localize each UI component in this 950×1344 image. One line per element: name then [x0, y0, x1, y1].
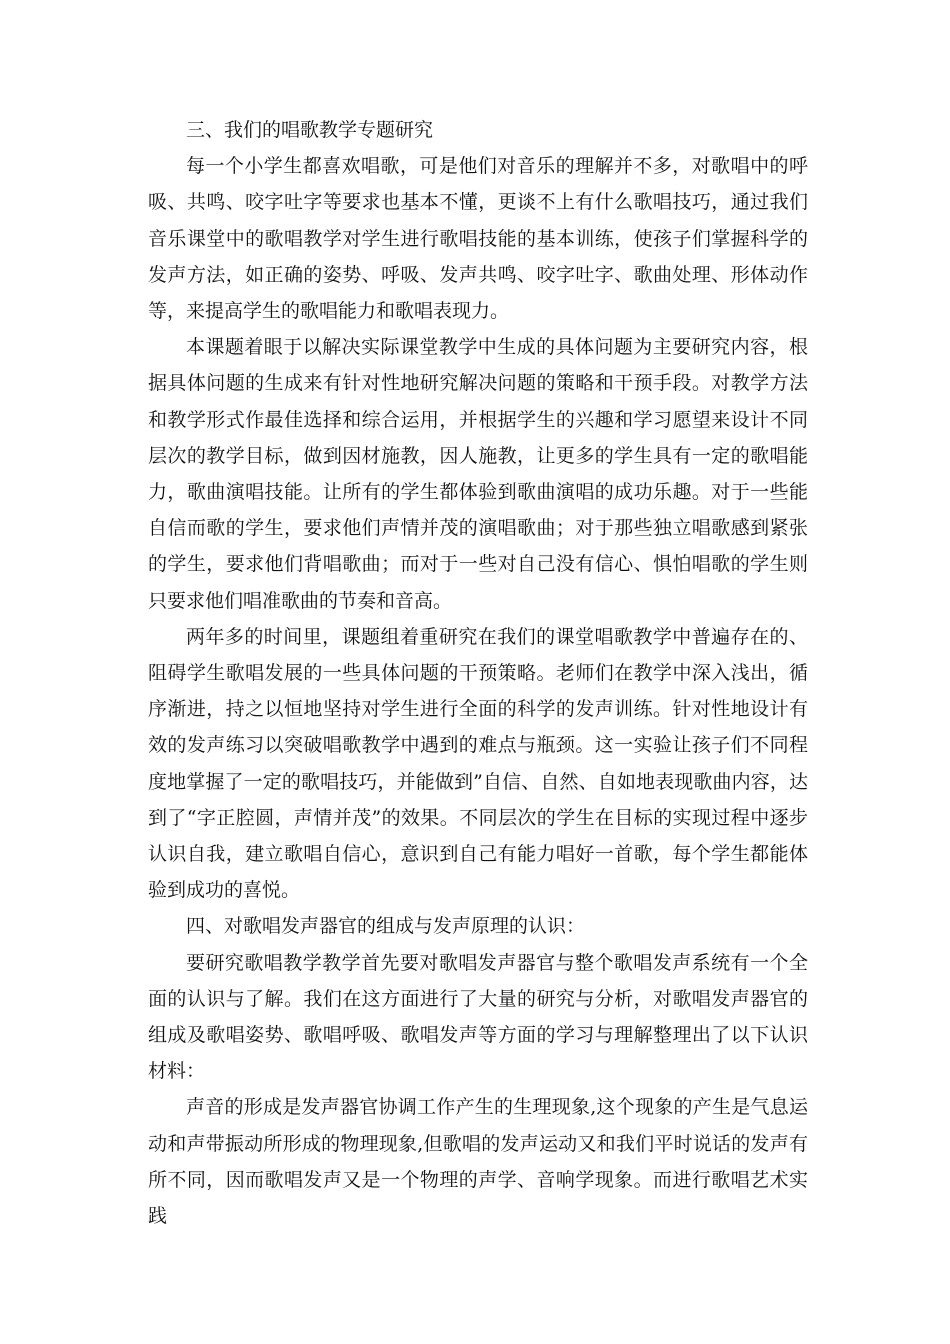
section-4-paragraph-2: 声音的形成是发声器官协调工作产生的生理现象,这个现象的产生是气息运动和声带振动所形成的物理现象,但歌唱的发声运动又和我们平时说话的发声有所不同，因而歌唱发声又是一个物理的声学、音响学现象。而进行歌唱艺术实践: [148, 1096, 808, 1228]
section-4-heading: 四、对歌唱发声器官的组成与发声原理的认识：: [186, 915, 586, 938]
section-4-paragraph-1: 要研究歌唱教学教学首先要对歌唱发声器官与整个歌唱发声系统有一个全面的认识与了解。我们在这方面进行了大量的研究与分析，对歌唱发声器官的组成及歌唱姿势、歌唱呼吸、歌唱发声等方面的学习与理解整理出了以下认识材料：: [148, 951, 808, 1083]
document-body: [148, 112, 808, 1234]
section-3-paragraph-1: 每一个小学生都喜欢唱歌，可是他们对音乐的理解并不多，对歌唱中的呼吸、共鸣、咬字吐字等要求也基本不懂，更谈不上有什么歌唱技巧，通过我们音乐课堂中的歌唱教学对学生进行歌唱技能的基本训练，使孩子们掌握科学的发声方法，如正确的姿势、呼吸、发声共鸣、咬字吐字、歌曲处理、形体动作等，来提高学生的歌唱能力和歌唱表现力。: [148, 155, 808, 323]
section-3-paragraph-3: 两年多的时间里，课题组着重研究在我们的课堂唱歌教学中普遍存在的、阻碍学生歌唱发展的一些具体问题的干预策略。老师们在教学中深入浅出，循序渐进，持之以恒地坚持对学生进行全面的科学的发声训练。针对性地设计有效的发声练习以突破唱歌教学中遇到的难点与瓶颈。这一实验让孩子们不同程度地掌握了一定的歌唱技巧，并能做到”自信、自然、自如地表现歌曲内容，达到了“字正腔圆，声情并茂”的效果。不同层次的学生在目标的实现过程中逐步认识自我，建立歌唱自信心，意识到自己有能力唱好一首歌，每个学生都能体验到成功的喜悦。: [148, 625, 808, 902]
section-3-paragraph-2: 本课题着眼于以解决实际课堂教学中生成的具体问题为主要研究内容，根据具体问题的生成来有针对性地研究解决问题的策略和干预手段。对教学方法和教学形式作最佳选择和综合运用，并根据学生的兴趣和学习愿望来设计不同层次的教学目标，做到因材施教，因人施教，让更多的学生具有一定的歌唱能力，歌曲演唱技能。让所有的学生都体验到歌曲演唱的成功乐趣。对于一些能自信而歌的学生，要求他们声情并茂的演唱歌曲；对于那些独立唱歌感到紧张的学生，要求他们背唱歌曲；而对于一些对自己没有信心、惧怕唱歌的学生则只要求他们唱准歌曲的节奏和音高。: [148, 336, 808, 612]
section-3-heading: 三、我们的唱歌教学专题研究: [186, 119, 434, 141]
